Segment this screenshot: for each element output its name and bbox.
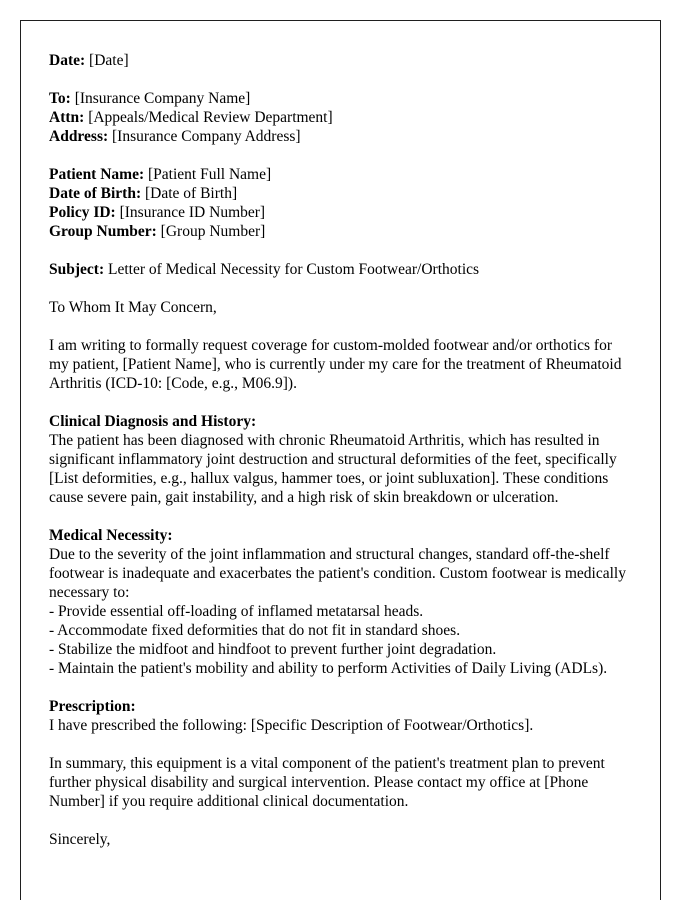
date-value: [Date]: [85, 52, 129, 69]
policy-id-value: [Insurance ID Number]: [115, 204, 266, 221]
section-heading-necessity: Medical Necessity:: [49, 527, 173, 544]
bullet-item-stabilize: - Stabilize the midfoot and hindfoot to prevent further joint degradation.: [49, 641, 497, 658]
subject-block: [49, 260, 632, 279]
attn-label: Attn:: [49, 109, 85, 126]
bullet-item-offloading: - Provide essential off-loading of inflamed metatarsal heads.: [49, 603, 424, 620]
recipient-attn-line: [49, 108, 632, 127]
signoff: Sincerely,: [49, 831, 111, 848]
patient-name-label: Patient Name:: [49, 166, 145, 183]
salutation: To Whom It May Concern,: [49, 299, 217, 316]
section-body-prescription: I have prescribed the following: [Specific Description of Footwear/Orthotics].: [49, 717, 534, 734]
closing-paragraph: In summary, this equipment is a vital component of the patient's treatment plan to prevent further physical disability and surgical intervention. Please contact my office at [Phone Number] if you require additional clinical documentation.: [49, 755, 605, 810]
attn-value: [Appeals/Medical Review Department]: [84, 109, 333, 126]
bullet-item-mobility: - Maintain the patient's mobility and ability to perform Activities of Daily Living (ADLs).: [49, 660, 608, 677]
letter-page: [20, 20, 661, 900]
group-number-label: Group Number:: [49, 223, 157, 240]
dob-label: Date of Birth:: [49, 185, 142, 202]
bullet-item-accommodate: - Accommodate fixed deformities that do not fit in standard shoes.: [49, 622, 461, 639]
section-heading-clinical: Clinical Diagnosis and History:: [49, 413, 257, 430]
patient-name-value: [Patient Full Name]: [144, 166, 272, 183]
address-label: Address:: [49, 128, 109, 145]
policy-id-label: Policy ID:: [49, 204, 116, 221]
to-label: To:: [49, 90, 71, 107]
section-body-necessity: Due to the severity of the joint inflammation and structural changes, standard off-the-shelf footwear is inadequate and exacerbates the patient's condition. Custom footwear is medically necessary to:: [49, 546, 626, 601]
section-body-clinical: The patient has been diagnosed with chronic Rheumatoid Arthritis, which has resulted in significant inflammatory joint destruction and structural deformities of the feet, specifically [List deformities, e.g., hallux valgus, hammer toes, or joint subluxation]. These conditions cause severe pain, gait instability, and a high risk of skin breakdown or ulceration.: [49, 432, 617, 506]
section-clinical-diagnosis: [49, 412, 632, 507]
date-label: Date:: [49, 52, 86, 69]
subject-value: Letter of Medical Necessity for Custom Footwear/Orthotics: [104, 261, 480, 278]
date-line: [49, 51, 632, 70]
subject-line: [49, 260, 632, 279]
address-value: [Insurance Company Address]: [108, 128, 301, 145]
group-number-value: [Group Number]: [156, 223, 266, 240]
recipient-block: [49, 89, 632, 146]
to-value: [Insurance Company Name]: [70, 90, 251, 107]
patient-group-line: [49, 222, 632, 241]
intro-paragraph: I am writing to formally request coverage for custom-molded footwear and/or orthotics for my patient, [Patient Name], who is currently under my care for the treatment of Rheumatoid Arthritis (ICD-10: [Code, e.g., M06.9]).: [49, 337, 622, 392]
patient-name-line: [49, 165, 632, 184]
subject-label: Subject:: [49, 261, 105, 278]
recipient-to-line: [49, 89, 632, 108]
recipient-address-line: [49, 127, 632, 146]
patient-dob-line: [49, 184, 632, 203]
patient-policy-line: [49, 203, 632, 222]
dob-value: [Date of Birth]: [141, 185, 238, 202]
date-block: [49, 51, 632, 70]
patient-block: [49, 165, 632, 241]
section-heading-prescription: Prescription:: [49, 698, 136, 715]
section-medical-necessity: [49, 526, 632, 678]
section-prescription: [49, 697, 632, 735]
